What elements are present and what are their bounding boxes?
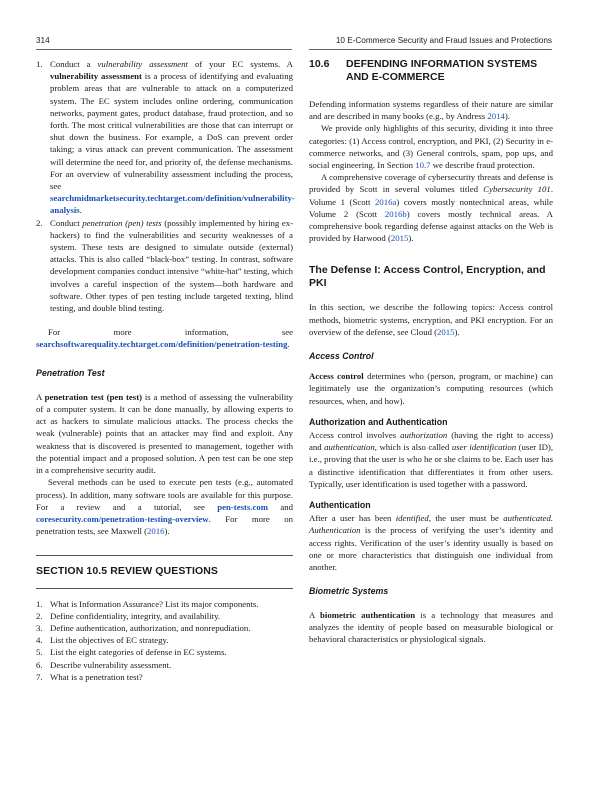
pen-tests-link[interactable]: pen-tests.com — [217, 501, 269, 512]
defense-steps-list — [36, 58, 293, 314]
access-control-paragraph: Access control determines who (person, program, or machine) can legitimately use the organization’s computing resources (which resources, when, and how). — [309, 371, 553, 406]
authentication-paragraph: After a user has been identified, the user must be authenticated. Authentication is the process of verifying the user’s identity and access rights. Verification of the user’s identity usually is based on one or more characteristics that distinguish one individual from another. — [309, 513, 554, 573]
biometric-paragraph: A biometric authentication is a technology that measures and analyzes the identity of people based on measurable biological or behavioral characteristics or physiological signals. — [309, 609, 554, 644]
review-title-rule — [36, 588, 293, 589]
list-item: 1. Conduct a vulnerability assessment of your EC systems. A vulnerability assessment is a process of identifying and evaluating problem areas that are vulnerable to attack on a computerized system. The EC system includes online ordering, communication networks, payment gates, product database, fraud protection, and so forth. The most critical vulnerabilities are those that can interrupt or shut down the business. For example, a DoS can prevent order taking; a virus attack can prevent communication. The assessment will determine the need for, and priority of, the defense mechanisms. For an overview of vulnerability assessment including the process, see searchmidmarketsecurity.techtarget.com/definition/vulnerability-analysis. — [36, 59, 295, 216]
section-heading — [309, 58, 553, 84]
review-question: 6. Describe vulnerability assessment. — [36, 659, 172, 670]
list-item: 2. Conduct penetration (pen) tests (possibly implemented by hiring ex-hackers) to find the vulnerabilities and security weaknesses of a system. These tests are designed to simulate outside (external) attacks. This is also called “black-box” testing. In contrast, software development companies conduct intensive “white-hat” testing, which involves a careful inspection of the system—both hardware and software. Other types of pen testing include targeted texting, blind testing, and double blind testing. — [36, 217, 294, 314]
defense-heading: The Defense I: Access Control, Encryption, and PKI — [309, 264, 546, 290]
review-title: SECTION 10.5 REVIEW QUESTIONS — [36, 565, 219, 578]
authorization-authentication-heading: Authorization and Authentication — [309, 416, 448, 427]
defense-paragraph: In this section, we describe the following topics: Access control methods, biometric systems, encryption, and PKI encryption. For an overview of the defense, see Cloud (2015). — [309, 302, 553, 337]
authentication-heading: Authentication — [309, 500, 371, 511]
more-info-paragraph: For more information, see searchsoftwarequality.techtarget.com/definition/penetration-testing. — [36, 327, 293, 350]
review-question: 3. Define authentication, authorization, and nonrepudiation. — [36, 622, 251, 633]
section-number: 10.6 — [309, 58, 330, 70]
andress-citation-link[interactable]: 2014 — [487, 111, 505, 122]
maxwell-citation-link[interactable]: 2016 — [147, 526, 165, 537]
authorization-paragraph: Access control involves authorization (having the right to access) and authentication, which is also called user identification (user ID), i.e., proving that the user is who he or she claims to be. Each user has a distinctive identification that differentiates it from other users. Typically, user identification is used together with a password. — [309, 430, 554, 489]
intro-paragraph-2: We provide only highlights of this security, dividing it into three categories: (1) Access control, encryption, and PKI, (2) Security in e-commerce networks, and (3) General controls, spam, pop ups, and social engineering. In Section 10.7 we describe fraud protection. — [309, 123, 553, 171]
intro-paragraph-1: Defending information systems regardless of their nature are similar and are described in many books (e.g., by Andress 2014). — [309, 99, 553, 122]
biometric-systems-heading: Biometric Systems — [309, 586, 389, 597]
cloud-citation-link[interactable]: 2015 — [437, 326, 455, 337]
review-question: 5. List the eight categories of defense in EC systems. — [36, 647, 227, 658]
review-question: 4. List the objectives of EC strategy. — [36, 635, 169, 646]
penetration-test-heading: Penetration Test — [36, 367, 105, 378]
scott-2016a-citation-link[interactable]: 2016a — [374, 196, 397, 207]
header-rule-right — [309, 49, 552, 50]
left-column — [36, 58, 293, 683]
review-top-rule — [36, 555, 293, 556]
review-question: 1. What is Information Assurance? List its major components. — [36, 598, 259, 609]
pentest-paragraph-1: A penetration test (pen test) is a method of assessing the vulnerability of a computer system. It can be done manually, by allowing experts to act as hackers to simulate malicious attacks. The process checks the weak (vulnerable) points that an attacker may find and exploit. Any weakness that is discovered is presented to management, together with the potential impact and a proposed solution. A pen test can be one step in a comprehensive security audit. — [36, 391, 293, 476]
penetration-testing-link[interactable]: searchsoftwarequality.techtarget.com/definition/penetration-testing — [36, 339, 288, 350]
coresecurity-link[interactable]: coresecurity.com/penetration-testing-overview — [36, 513, 209, 524]
review-questions-list — [36, 598, 293, 683]
review-questions-box — [36, 555, 293, 683]
section-title: DEFENDING INFORMATION SYSTEMS AND E-COMMERCE — [346, 58, 538, 83]
pentest-paragraph-2: Several methods can be used to execute pen tests (e.g., automated process). In addition, many software tools are available for this purpose. For a review and a tutorial, see pen-tests.com and coresecurity.com/penetration-testing-overview. For more on penetration tests, see Maxwell (2016). — [36, 477, 294, 537]
section-10-7-link[interactable]: 10.7 — [415, 160, 431, 171]
header-rule-left — [36, 49, 292, 50]
review-question: 7. What is a penetration test? — [36, 671, 143, 682]
running-head: 10 E-Commerce Security and Fraud Issues and Protections — [335, 36, 552, 45]
scott-2016b-citation-link[interactable]: 2016b — [384, 208, 407, 219]
review-question: 2. Define confidentiality, integrity, and availability. — [36, 610, 221, 621]
intro-paragraph-3: A comprehensive coverage of cybersecurity threats and defense is provided by Scott in several volumes titled Cybersecurity 101. Volume 1 (Scott 2016a) covers mostly nontechnical areas, while Volume 2 (Scott 2016b) covers mostly technical areas. A comprehensive book regarding defense against attacks on the Web is provided by Harwood (2015). — [309, 172, 553, 244]
page-number: 314 — [36, 36, 50, 45]
harwood-citation-link[interactable]: 2015 — [390, 233, 409, 244]
page-header — [36, 36, 552, 50]
right-column — [309, 58, 553, 645]
vulnerability-analysis-link[interactable]: searchmidmarketsecurity.techtarget.com/definition/vulnerability-analysis — [50, 193, 295, 216]
access-control-heading: Access Control — [309, 351, 374, 362]
